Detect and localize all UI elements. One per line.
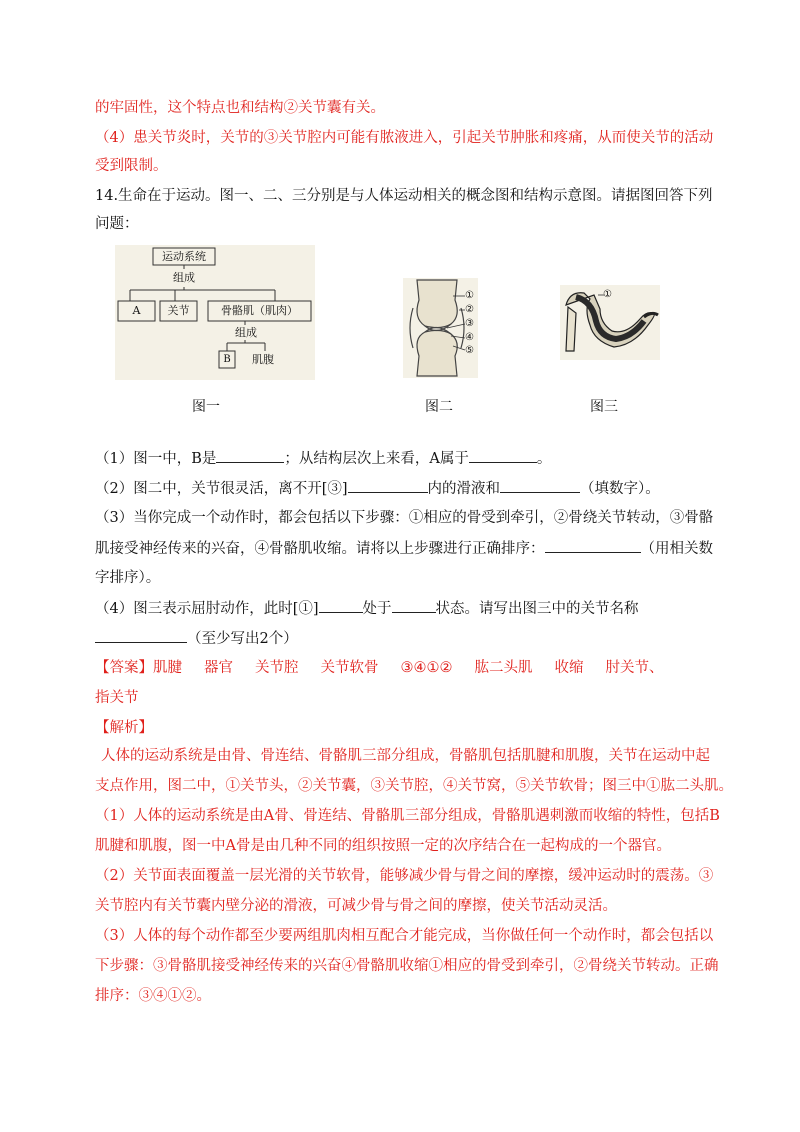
question-4: （4）图三表示屈肘动作，此时[①] 处于 状态。请写出图三中的关节名称 xyxy=(95,598,715,619)
concept-box-a: A xyxy=(132,304,141,317)
analysis-text: 关节腔内有关节囊内壁分泌的滑液，可减少骨与骨之间的摩擦，使关节活动灵活。 xyxy=(95,898,617,914)
text-line: （4）患关节炎时，关节的③关节腔内可能有脓液进入，引起关节肿胀和疼痛，从而使关节的活动 xyxy=(95,130,714,146)
analysis-text: （1）人体的运动系统是由A骨、骨连结、骨骼肌三部分组成，骨骼肌遇刺激而收缩的特性，包括B xyxy=(95,808,720,824)
joint-label-4: ④ xyxy=(465,332,474,343)
analysis-text: 肌腱和肌腹，图一中A骨是由几种不同的组织按照一定的次序结合在一起构成的一个器官。 xyxy=(95,838,671,854)
joint-label-1: ① xyxy=(465,290,474,301)
text-line: 受到限制。 xyxy=(95,158,168,174)
concept-box-joint: 关节 xyxy=(167,304,190,317)
figure-3-caption: 图三 xyxy=(590,399,618,415)
figure-1-caption: 图一 xyxy=(192,399,220,415)
concept-relation-label: 组成 xyxy=(235,326,257,339)
answer-blank[interactable] xyxy=(469,448,537,463)
joint-label-2: ② xyxy=(465,304,474,315)
answer-label: 【答案】 xyxy=(95,660,153,676)
joint-label-5: ⑤ xyxy=(465,345,474,356)
answer-blank[interactable] xyxy=(95,628,187,643)
question-3: （3）当你完成一个动作时，都会包括以下步骤：①相应的骨受到牵引，②骨绕关节转动，③骨骼 xyxy=(95,510,714,526)
analysis-text: 人体的运动系统是由骨、骨连结、骨骼肌三部分组成，骨骼肌包括肌腱和肌腹，关节在运动中起 xyxy=(101,748,710,764)
question-4-cont: （至少写出2个） xyxy=(95,628,715,649)
question-3-cont2: 字排序）。 xyxy=(95,570,161,586)
question-3-cont: 肌接受神经传来的兴奋，④骨骼肌收缩。请将以上步骤进行正确排序： （用相关数 xyxy=(95,538,715,559)
analysis-label: 【解析】 xyxy=(95,720,153,736)
analysis-text: 下步骤：③骨骼肌接受神经传来的兴奋④骨骼肌收缩①相应的骨受到牵引，②骨绕关节转动。正确 xyxy=(95,958,719,974)
figure-2-caption: 图二 xyxy=(425,399,453,415)
answer-blank[interactable] xyxy=(392,598,436,613)
joint-label-3: ③ xyxy=(465,318,474,329)
question-14-stem: 14.生命在于运动。图一、二、三分别是与人体运动相关的概念图和结构示意图。请据图回答下列 xyxy=(95,188,713,204)
answer-blank[interactable] xyxy=(545,538,641,553)
concept-relation-label: 组成 xyxy=(173,271,195,284)
answer-blank[interactable] xyxy=(319,598,363,613)
answer-line-cont: 指关节 xyxy=(95,690,139,706)
answer-blank[interactable] xyxy=(348,478,428,493)
figure-1-concept-map xyxy=(115,245,315,380)
analysis-text: （3）人体的每个动作都至少要两组肌肉相互配合才能完成，当你做任何一个动作时，都会包括以 xyxy=(95,928,714,944)
text-line: 的牢固性，这个特点也和结构②关节囊有关。 xyxy=(95,100,385,116)
answer-line: 【答案】肌腱 器官 关节腔 关节软骨 ③④①② 肱二头肌 收缩 肘关节、 xyxy=(95,660,664,676)
figure-2-joint-diagram xyxy=(403,278,478,378)
arm-label-1: ① xyxy=(603,289,612,300)
analysis-text: （2）关节面表面覆盖一层光滑的关节软骨，能够减少骨与骨之间的摩擦，缓冲运动时的震荡。③ xyxy=(95,868,714,884)
answer-blank[interactable] xyxy=(216,448,284,463)
question-2: （2）图二中，关节很灵活，离不开[③] 内的滑液和 （填数字）。 xyxy=(95,478,715,499)
concept-box-b: B xyxy=(223,354,231,365)
figure-3-elbow-flexion xyxy=(560,285,660,360)
question-14-stem-cont: 问题： xyxy=(95,216,139,232)
analysis-text: 支点作用，图二中，①关节头，②关节囊，③关节腔，④关节窝，⑤关节软骨；图三中①肱二头肌。 xyxy=(95,778,733,794)
analysis-text: 排序：③④①②。 xyxy=(95,988,211,1004)
concept-box-muscle: 骨骼肌（肌肉） xyxy=(221,304,298,317)
answer-blank[interactable] xyxy=(500,478,580,493)
concept-top-label: 运动系统 xyxy=(162,250,206,263)
concept-box-belly: 肌腹 xyxy=(252,353,274,366)
question-1: （1）图一中，B是 ；从结构层次上来看，A属于 。 xyxy=(95,448,715,469)
